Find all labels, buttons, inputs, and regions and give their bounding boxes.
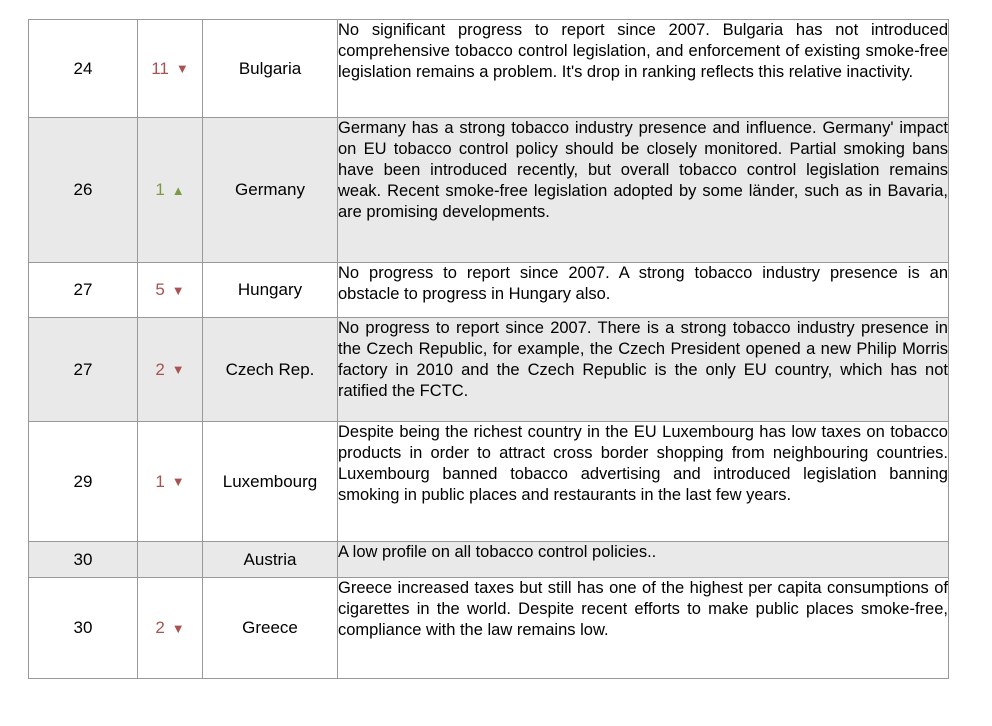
country-cell: Bulgaria <box>203 20 338 118</box>
rank-cell: 27 <box>29 318 138 422</box>
change-cell <box>138 318 203 422</box>
change-value: 11 <box>151 58 169 78</box>
tobacco-control-ranking-table <box>28 19 949 679</box>
country-cell: Hungary <box>203 263 338 318</box>
change-cell <box>138 578 203 679</box>
table-row <box>29 318 949 422</box>
comment-cell: Greece increased taxes but still has one of the highest per capita consumptions of cigarettes in the world. Despite recent efforts to make public places smoke-free, compliance with the law remains low. <box>338 578 949 679</box>
table-row <box>29 578 949 679</box>
down-arrow-icon: ▼ <box>171 282 185 298</box>
change-cell <box>138 20 203 118</box>
change-cell <box>138 263 203 318</box>
table-row <box>29 20 949 118</box>
down-arrow-icon: ▼ <box>171 620 185 636</box>
rank-cell: 29 <box>29 422 138 542</box>
comment-cell: No significant progress to report since 2007. Bulgaria has not introduced comprehensive tobacco control legislation, and enforcement of existing smoke-free legislation remains a problem. It's drop in ranking reflects this relative inactivity. <box>338 20 949 118</box>
down-arrow-icon: ▼ <box>171 474 185 489</box>
table-row <box>29 542 949 578</box>
change-value: 1 <box>155 471 165 491</box>
table-row <box>29 263 949 318</box>
comment-cell: No progress to report since 2007. There is a strong tobacco industry presence in the Czech Republic, for example, the Czech President opened a new Philip Morris factory in 2010 and the Czech Republic is the only EU country, which has not ratified the FCTC. <box>338 318 949 422</box>
rank-cell: 27 <box>29 263 138 318</box>
country-cell: Greece <box>203 578 338 679</box>
down-arrow-icon: ▼ <box>171 362 185 377</box>
rank-cell: 26 <box>29 118 138 263</box>
rank-cell: 30 <box>29 542 138 578</box>
down-arrow-icon: ▼ <box>175 61 189 76</box>
change-value: 1 <box>155 180 165 199</box>
change-value: 2 <box>155 618 165 637</box>
comment-cell: No progress to report since 2007. A strong tobacco industry presence is an obstacle to progress in Hungary also. <box>338 263 949 318</box>
change-cell <box>138 422 203 542</box>
change-cell <box>138 118 203 263</box>
change-value: 2 <box>155 359 165 379</box>
up-arrow-icon: ▲ <box>171 182 185 198</box>
comment-cell: A low profile on all tobacco control policies.. <box>338 542 949 578</box>
rank-cell: 24 <box>29 20 138 118</box>
country-cell: Germany <box>203 118 338 263</box>
table-row <box>29 118 949 263</box>
table-row <box>29 422 949 542</box>
comment-cell: Despite being the richest country in the EU Luxembourg has low taxes on tobacco products in order to attract cross border shopping from neighbouring countries. Luxembourg banned tobacco advertising and introduced legislation banning smoking in public places and restaurants in the last few years. <box>338 422 949 542</box>
change-cell <box>138 542 203 578</box>
country-cell: Luxembourg <box>203 422 338 542</box>
rank-cell: 30 <box>29 578 138 679</box>
comment-cell: Germany has a strong tobacco industry presence and influence. Germany' impact on EU tobacco control policy should be closely monitored. Partial smoking bans have been introduced recently, but overall tobacco control legislation remains weak. Recent smoke-free legislation adopted by some länder, such as in Bavaria, are promising developments. <box>338 118 949 263</box>
country-cell: Czech Rep. <box>203 318 338 422</box>
country-cell: Austria <box>203 542 338 578</box>
change-value: 5 <box>155 280 165 299</box>
